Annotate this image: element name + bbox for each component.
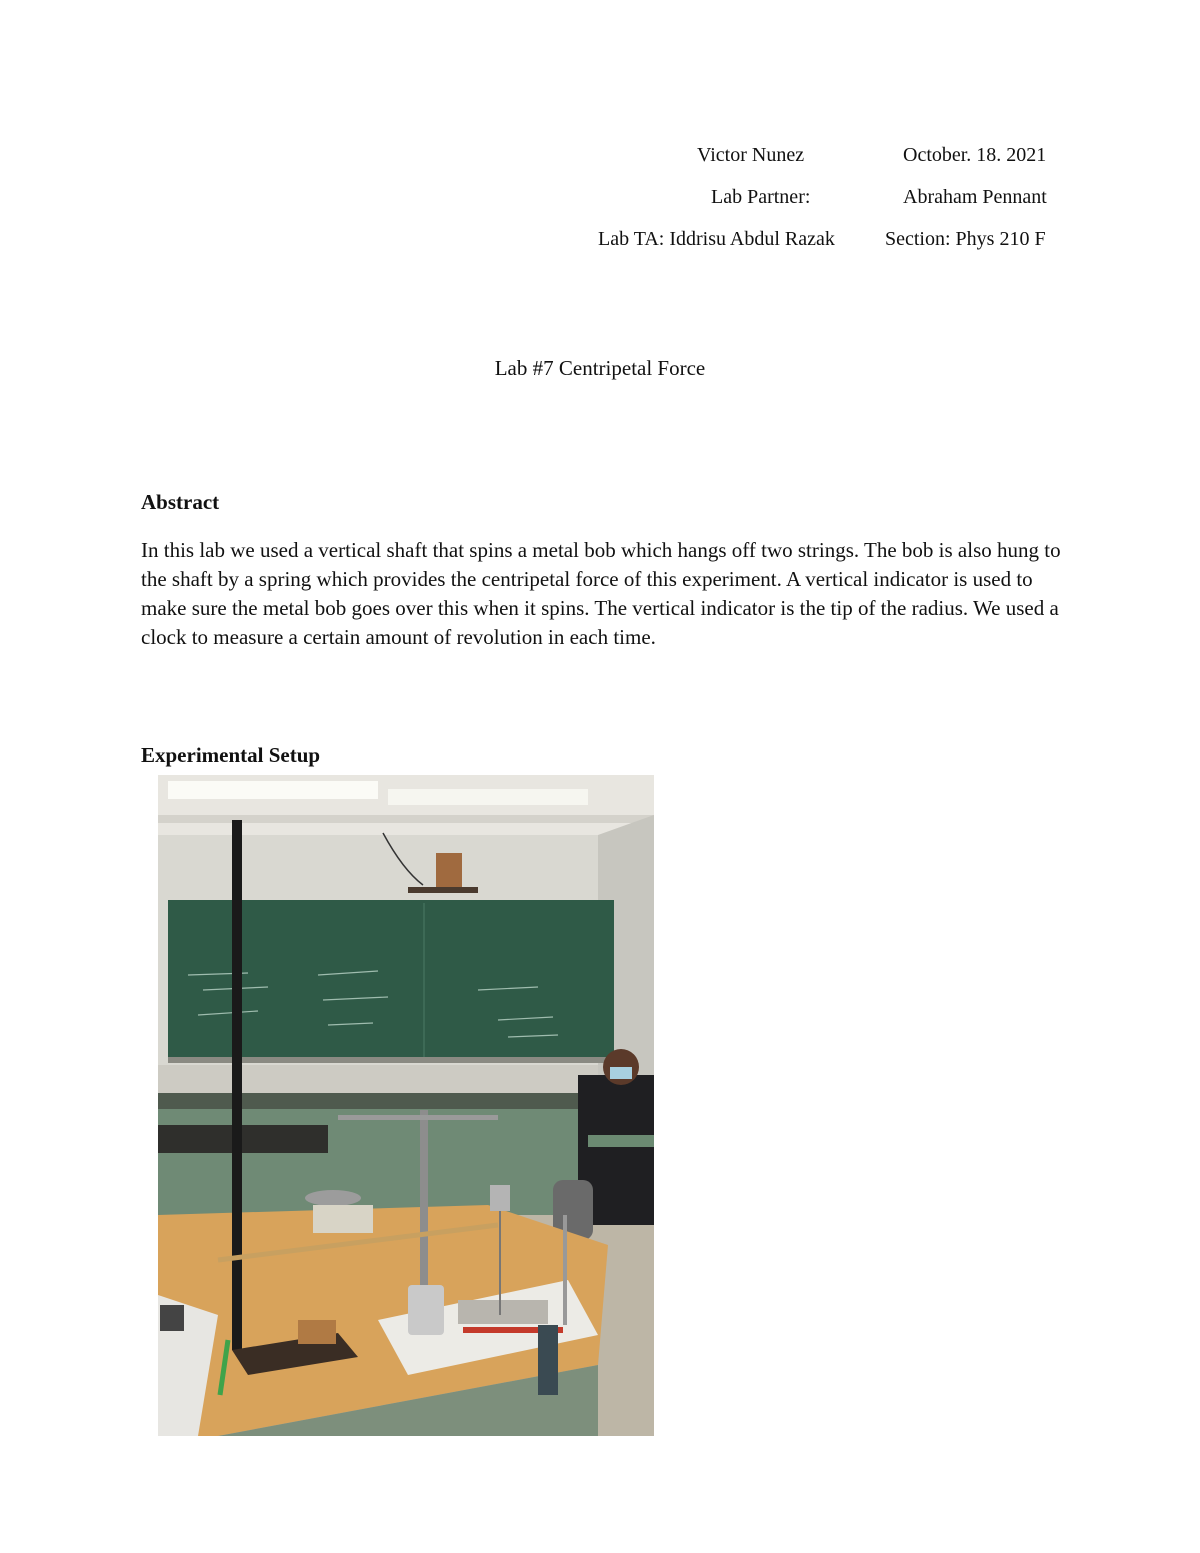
report-date: October. 18. 2021 — [903, 144, 1047, 166]
experimental-setup-heading: Experimental Setup — [141, 743, 321, 767]
section-info: Section: Phys 210 F — [885, 228, 1046, 250]
lab-ta: Lab TA: Iddrisu Abdul Razak — [598, 228, 835, 250]
author-name: Victor Nunez — [697, 144, 805, 166]
experimental-setup-photo — [158, 775, 654, 1436]
report-title: Lab #7 Centripetal Force — [494, 356, 706, 380]
abstract-body: In this lab we used a vertical shaft that spins a metal bob which hangs off two strings. The bob is also hung to the shaft by a spring which provides the centripetal force of this experiment. A vertical indicator is used to make sure the metal bob goes over this when it spins. The vertical indicator is the tip of the radius. We used a clock to measure a certain amount of revolution in each time. — [141, 538, 1061, 649]
lab-partner-name: Abraham Pennant — [903, 186, 1047, 208]
abstract-heading: Abstract — [141, 490, 220, 514]
lab-partner-label: Lab Partner: — [711, 186, 811, 208]
